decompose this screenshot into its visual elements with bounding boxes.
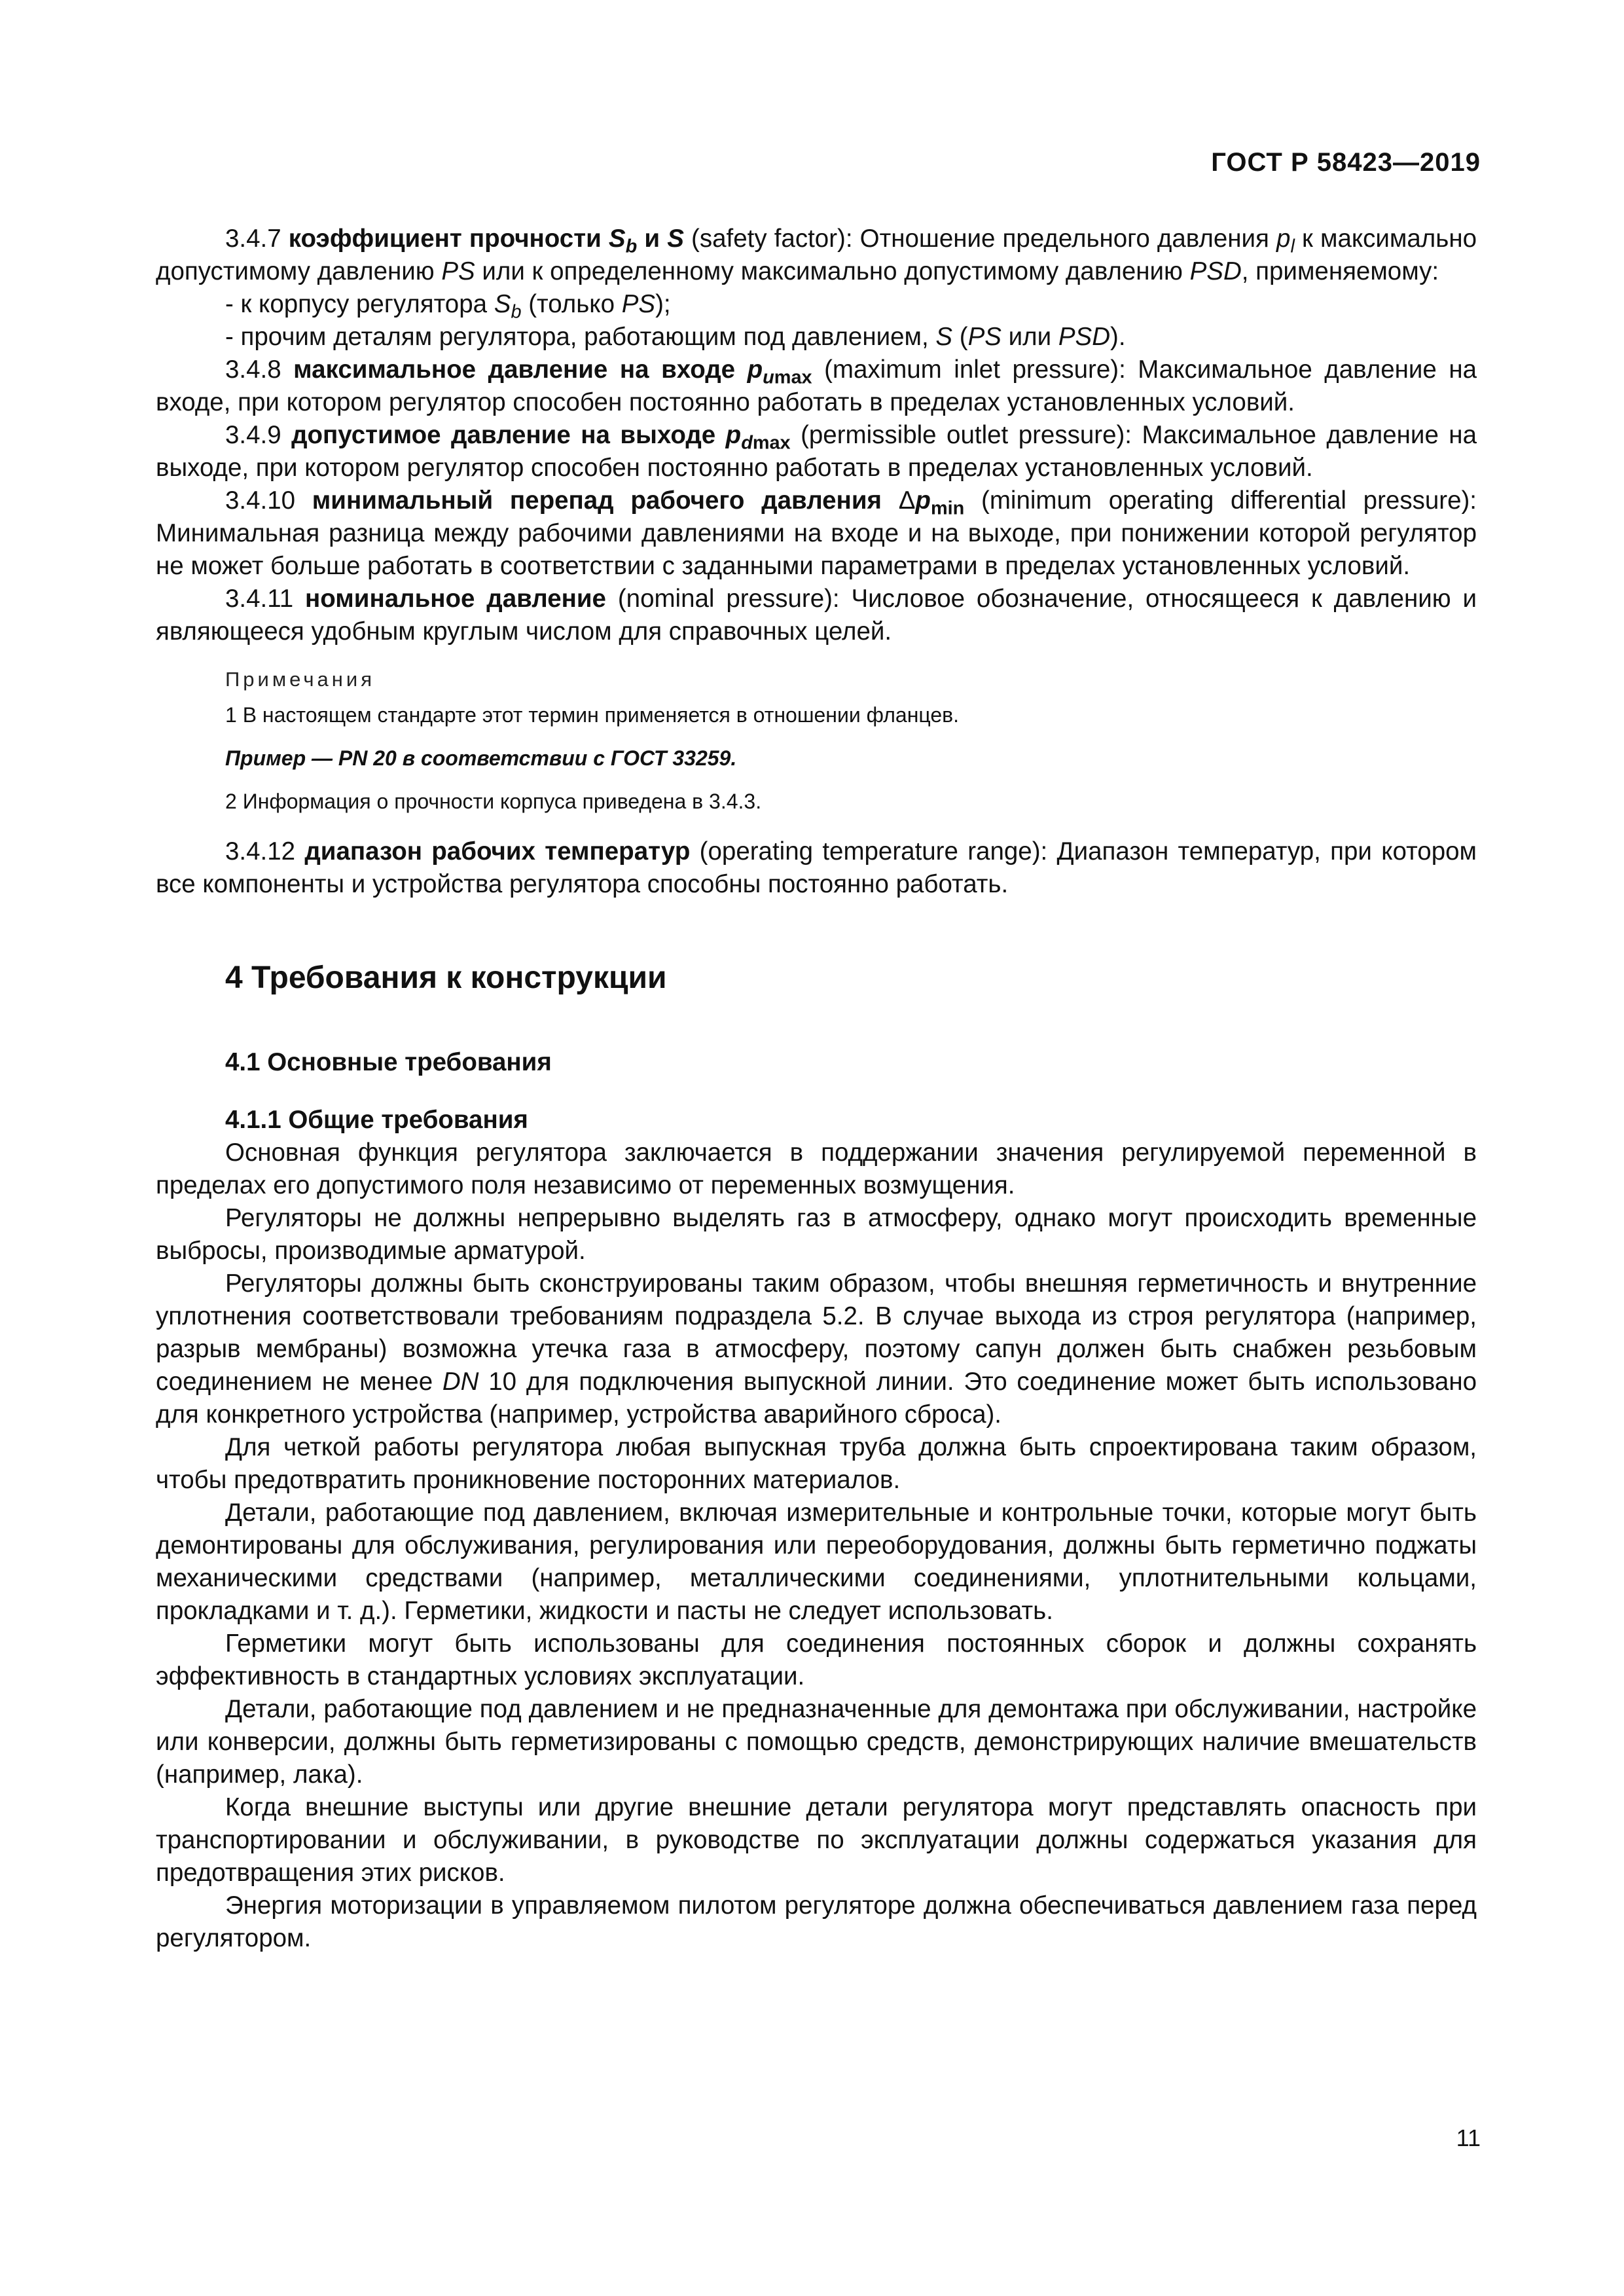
- page-number: 11: [1456, 2124, 1481, 2151]
- section-heading-4-1: 4.1 Основные требования: [225, 1048, 552, 1076]
- body-paragraph: Герметики могут быть использованы для соединения постоянных сборок и должны сохранять эффективность в стандартных условиях эксплуатации.: [156, 1630, 1477, 1690]
- definition-3-4-8: 3.4.8 максимальное давление на входе $p_{umax}$ (maximum inlet pressure): Максимальное давление на входе, при котором регулятор способен постоянно работать в пределах установленных условий.: [156, 355, 1477, 416]
- body-paragraph: Регуляторы не должны непрерывно выделять газ в атмосферу, однако могут происходить временные выбросы, производимые арматурой.: [156, 1204, 1477, 1265]
- section-heading-4: 4 Требования к конструкции: [225, 960, 667, 995]
- definition-3-4-11: 3.4.11 номинальное давление (nominal pressure): Числовое обозначение, относящееся к давлению и являющееся удобным круглым числом для справочных целей.: [156, 585, 1477, 646]
- body-paragraph: Когда внешние выступы или другие внешние детали регулятора могут представлять опасность при транспортировании и обслуживании, в руководстве по эксплуатации должны содержаться указания для предотвращения этих рисков.: [156, 1793, 1477, 1887]
- body-paragraph: Для четкой работы регулятора любая выпускная труба должна быть спроектирована таким образом, чтобы предотвратить проникновение посторонних материалов.: [156, 1433, 1477, 1494]
- document-header: ГОСТ Р 58423—2019: [1211, 148, 1481, 177]
- body-paragraph: Энергия моторизации в управляемом пилотом регуляторе должна обеспечиваться давлением газа перед регулятором.: [156, 1891, 1477, 1952]
- definition-3-4-12: 3.4.12 диапазон рабочих температур (operating temperature range): Диапазон температур, при котором все компоненты и устройства регулятора способны постоянно работать.: [156, 837, 1477, 898]
- list-item: - к корпусу регулятора $S_b$ (только PS);: [225, 290, 671, 323]
- definition-3-4-7: 3.4.7 коэффициент прочности $S_b$ и S (safety factor): Отношение предельного давления $p_l$ к максимально допустимому давлению PS или к определенному максимально допустимому давлению PSD, применяемому:: [156, 225, 1477, 285]
- body-paragraph: Основная функция регулятора заключается в поддержании значения регулируемой переменной в пределах его допустимого поля независимо от переменных возмущения.: [156, 1139, 1477, 1199]
- page-content: [156, 223, 1477, 1955]
- definition-3-4-9: 3.4.9 допустимое давление на выходе $p_{dmax}$ (permissible outlet pressure): Максимальное давление на выходе, при котором регулятор способен постоянно работать в пределах установленных условий.: [156, 421, 1477, 482]
- list-item: - прочим деталям регулятора, работающим под давлением, S (PS или PSD).: [225, 323, 1126, 351]
- body-paragraph: Детали, работающие под давлением, включая измерительные и контрольные точки, которые могут быть демонтированы для обслуживания, регулирования или переоборудования, должны быть герметично поджаты механическими средствами (например, металлическими соединениями, уплотнительными кольцами, прокладками и т. д.). Герметики, жидкости и пасты не следует использовать.: [156, 1499, 1477, 1625]
- definition-3-4-10: 3.4.10 минимальный перепад рабочего давления $\Delta p_{min}$ (minimum operating differential pressure): Минимальная разница между рабочими давлениями на входе и на выходе, при понижении которой регулятор не может больше работать в соответствии с заданными параметрами в пределах установленных условий.: [156, 486, 1477, 580]
- example: Пример — PN 20 в соответствии с ГОСТ 33259.: [225, 746, 737, 770]
- body-paragraph: Детали, работающие под давлением и не предназначенные для демонтажа при обслуживании, настройке или конверсии, должны быть герметизированы с помощью средств, демонстрирующих наличие вмешательств (например, лака).: [156, 1695, 1477, 1789]
- note-1: 1 В настоящем стандарте этот термин применяется в отношении фланцев.: [225, 703, 960, 727]
- note-2: 2 Информация о прочности корпуса приведена в 3.4.3.: [225, 790, 762, 813]
- term: коэффициент прочности: [288, 225, 609, 253]
- section-heading-4-1-1: 4.1.1 Общие требования: [225, 1106, 528, 1134]
- notes-heading: Примечания: [225, 668, 375, 691]
- body-paragraph: Регуляторы должны быть сконструированы таким образом, чтобы внешняя герметичность и внутренние уплотнения соответствовали требованиям подраздела 5.2. В случае выхода из строя регулятора (например, разрыв мембраны) возможна утечка газа в атмосферу, поэтому сапун должен быть снабжен резьбовым соединением не менее DN 10 для подключения выпускной линии. Это соединение может быть использовано для конкретного устройства (например, устройства аварийного сброса).: [156, 1269, 1477, 1429]
